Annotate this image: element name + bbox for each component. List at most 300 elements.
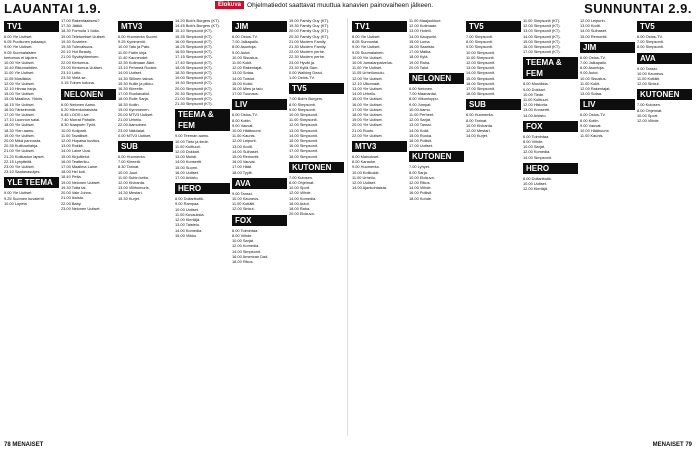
- program-listing: 14.00 Simpsonit.: [232, 248, 261, 254]
- program-listing: 7.00 Simpsonit.: [466, 34, 493, 39]
- schedule-column: [175, 18, 230, 436]
- program-listing: 11.00 Kuvauksia.: [175, 211, 205, 217]
- channel-header: TV5: [637, 21, 692, 32]
- program-listing: 19.30 Sovielee.: [61, 38, 88, 44]
- program-listing: 12.10 Hirvaa harja.: [4, 86, 37, 92]
- program-listing: 6.00 Toimintaa.: [523, 133, 550, 139]
- channel-header: HERO: [175, 183, 230, 194]
- program-listing: 18.00 Simpsonit.: [289, 153, 318, 159]
- channel-header: FOX: [232, 215, 287, 226]
- program-listing: 10.00 Tieto ja tiede.: [175, 138, 209, 144]
- program-listing: 11.00 Kaunis.: [232, 133, 256, 139]
- program-listing: 19.00 Family Guy (KT).: [289, 18, 330, 23]
- program-listing: 12.00 Simpsonit (KT).: [523, 23, 561, 29]
- program-listing: 12.00 Yle Uutiset.: [352, 75, 383, 81]
- program-listing: 10.00 Tatu ja Patu.: [118, 44, 151, 50]
- program-listing: 10.00 Sport.: [637, 112, 659, 118]
- program-listing: 10.00 Uutiset.: [175, 206, 200, 212]
- program-listing: 18.30 Formula 1 Italia.: [61, 28, 100, 34]
- program-listing: 14.00 Simpsonit.: [523, 154, 552, 160]
- program-listing: 12.00 Leipurin.: [580, 18, 606, 23]
- notice-text: Ohjelmatiedot saattavat muuttua kanavien painovaiheen jälkeen.: [247, 1, 434, 9]
- schedule-column: [289, 18, 344, 436]
- program-listing: 20.00 MTV3 Uutiset.: [118, 112, 154, 118]
- schedule-column: [352, 18, 407, 436]
- program-listing: 17.00 Yle Uutiset.: [4, 112, 35, 118]
- program-listing: 9.05 Suomalainen.: [352, 49, 385, 55]
- channel-header: JIM: [580, 42, 635, 53]
- program-listing: 10.00 Simpsonit.: [466, 49, 495, 55]
- program-listing: 6.00 Ostos-TV.: [232, 112, 258, 118]
- program-listing: 8.00 Simpsonit.: [466, 39, 493, 45]
- program-listing: 18.30 Ylen aamu.: [4, 127, 35, 133]
- program-listing: 9.00 Yle Uutiset.: [352, 44, 381, 50]
- program-listing: 14.00 Sulhaset.: [232, 148, 260, 154]
- program-listing: 21.00 Ruutu.: [352, 127, 375, 133]
- program-listing: 13.00 Simpsonit.: [466, 65, 495, 71]
- program-listing: 23.00 Näköalat.: [118, 127, 146, 133]
- program-listing: 6.00 Ostos-TV.: [580, 54, 606, 60]
- program-listing: 18.00 Yle Uutiset.: [352, 112, 383, 118]
- program-listing: 21.30 Simpsonit (KT).: [175, 101, 213, 107]
- program-listing: 12.10 Ulkomaat.: [352, 80, 381, 86]
- program-listing: 9.00 Simpsonit.: [466, 44, 493, 50]
- program-listing: 11.00 Kokit.: [232, 60, 253, 66]
- program-listing: 11.00 Yle Uutiset.: [4, 70, 35, 76]
- program-listing: 6.00 Nelonen.: [409, 86, 434, 92]
- program-listing: 19.00 Yle Uutiset.: [4, 132, 35, 138]
- program-listing: 14.00 Uutiset.: [118, 70, 143, 76]
- program-listing: 20.00 Family Guy (KT).: [289, 28, 330, 34]
- program-listing: 17.10 Luonnon salai.: [4, 117, 41, 123]
- channel-header: KUTONEN: [289, 162, 344, 173]
- program-listing: 7.00 Kiireetä.: [118, 159, 141, 165]
- program-listing: 12.00 Hupaisa kuvitus.: [61, 138, 101, 144]
- program-listing: 13.00 Kodit.: [580, 23, 601, 29]
- channel-header: KUTONEN: [637, 89, 692, 100]
- program-listing: 0.15 Toinen kotona.: [61, 80, 95, 86]
- program-listing: 17.40 Simpsonit (KT).: [175, 59, 213, 65]
- program-listing: 10.00 Elokuva.: [409, 174, 435, 180]
- program-listing: 12.00 Sinkut.: [232, 206, 255, 212]
- program-listing: 20.00 Simpsonit (KT).: [175, 85, 213, 91]
- program-listing: 22.00 Kertomus.: [61, 59, 90, 65]
- program-listing: 7.00 Jalkapallo.: [232, 39, 260, 45]
- program-listing: 23.00 Hyvät ja.: [289, 59, 315, 65]
- program-listing: 14.00 Kokit.: [409, 127, 430, 133]
- program-listing: 19.00 Teletumiset Uutiset.: [61, 33, 106, 39]
- program-listing: 13.10 Pehmeä Rookie.: [118, 65, 158, 71]
- program-listing: 20.00 Mikä pannusta.: [4, 138, 42, 144]
- program-listing: 15.00 Simpsonit (KT).: [523, 38, 561, 44]
- program-listing: 17.00 Yle Uutiset.: [352, 106, 383, 112]
- program-listing: 20.00 Vale Johns.: [61, 190, 92, 196]
- program-listing: 15.00 Simpsonit.: [466, 75, 495, 81]
- program-listing: 18.30 Simpsonit (KT).: [175, 70, 213, 76]
- program-listing: 15.30 Kurjet.: [118, 195, 141, 201]
- program-listing: 13.00 Rokkit.: [61, 143, 84, 149]
- channel-header: SUB: [118, 141, 173, 152]
- program-listing: 8.30 Naapurin Tytöt.: [61, 122, 96, 128]
- program-listing: 14.00 Simpsonit (KT).: [523, 33, 561, 39]
- program-listing: 9.00 Tanssi.: [637, 65, 658, 71]
- program-listing: 18.00 Kylä.: [409, 54, 429, 60]
- program-listing: 6.00 Huomenta Suomi.: [118, 34, 158, 39]
- program-listing: 13.00 Sotaa.: [580, 91, 603, 97]
- program-listing: 10.00 Hääbuumi.: [580, 128, 610, 134]
- notice-bar: [215, 1, 433, 9]
- program-listing: 7.00 Maanantai.: [409, 91, 437, 97]
- program-listing: 12.00 Sarjat.: [409, 117, 432, 123]
- program-listing: 12.00 Viihde.: [637, 118, 660, 124]
- program-listing: 18.30 Kotiin.: [118, 101, 140, 107]
- right-day-title: SUNNUNTAI 2.9.: [584, 1, 692, 16]
- program-listing: 23.00 Kertomus Uutiset.: [61, 64, 103, 70]
- program-listing: 12.00 Mestari.: [466, 128, 491, 134]
- program-listing: 13.00 Kodit.: [232, 143, 253, 149]
- program-listing: 9.00 Yle Uutiset: [4, 190, 32, 196]
- program-listing: 16.00 American Dad.: [232, 253, 269, 259]
- program-listing: 10.05 Jumalanpalvelus.: [352, 60, 393, 66]
- program-listing: 15.00 Suomi.: [175, 164, 198, 170]
- channel-header: NELONEN: [409, 73, 464, 84]
- program-listing: 13.00 Simpsonit.: [289, 127, 318, 133]
- program-listing: 17.15 Simpsonit (KT).: [175, 54, 213, 60]
- program-listing: 22.00 Yle Uutiset.: [352, 132, 383, 138]
- program-listing: 21.00 Urheilu.: [118, 117, 143, 123]
- program-listing: 14.00 Simpsonit.: [289, 132, 318, 138]
- program-listing: 12.00 Leipurit.: [232, 138, 257, 144]
- program-listing: 21.30 Modern Family.: [289, 44, 327, 50]
- program-listing: 9.00 Jumpat.: [409, 101, 432, 107]
- program-listing: 18.00 Raha.: [289, 206, 311, 212]
- program-listing: 17.00 Uutiset.: [409, 143, 434, 149]
- program-listing: 23.30 Vielä se.: [61, 75, 87, 81]
- program-listing: 6.00 Ostos-TV.: [232, 34, 258, 39]
- program-listing: 10.00 Sisustus.: [580, 75, 607, 81]
- program-listing: 23.10 Lotto.: [61, 70, 82, 76]
- program-listing: 8.00 Ohjelmat.: [637, 107, 663, 113]
- program-listing: 9.00 Tanssi.: [232, 190, 253, 196]
- program-listing: 14.00 Simpsonit.: [466, 70, 495, 76]
- program-listing: 15.00 Ruoka.: [409, 132, 433, 138]
- program-listing: 6.00 Mainokset.: [352, 154, 380, 160]
- channel-header: TEEMA & FEM: [175, 109, 230, 131]
- schedule-column: [523, 18, 578, 436]
- program-listing: 16.25 Simpsonit (KT).: [175, 44, 213, 50]
- program-listing: 8.00 Viihde.: [523, 139, 544, 145]
- program-listing: 11.00 Simpsonit (KT).: [523, 18, 561, 23]
- program-listing: 9.25 Kymmeniö.: [118, 39, 147, 45]
- program-listing: 18.00 Hei koti.: [61, 169, 86, 175]
- program-listing: 9.05 Suomalaisten: [4, 49, 37, 55]
- program-listing: 15.00 Kirjoittelut.: [61, 153, 90, 159]
- program-listing: 14.00 Komedia.: [289, 195, 317, 201]
- program-listing: 10.00 Hääbuumi.: [232, 128, 262, 134]
- program-listing: 8.00 Tarinat.: [466, 117, 488, 123]
- program-listing: 12.00 Kiertäjä.: [175, 217, 201, 223]
- program-listing: 15.30 Kullin ja pikku.: [118, 80, 154, 86]
- program-listing: 16.00 Poliisit.: [409, 190, 433, 196]
- program-listing: 12.00 Kiviranta.: [118, 180, 146, 186]
- program-listing: 17.00 Häät.: [232, 164, 253, 170]
- program-listing: 9.25 Suomen kuvalehti: [4, 195, 44, 201]
- program-listing: 15.00 Kokki.: [232, 80, 254, 86]
- program-listing: 12.00 Rikos.: [409, 180, 431, 186]
- program-listing: 8.00 Simpsonit.: [637, 44, 664, 50]
- program-listing: 13.00 Tanssi.: [409, 122, 432, 128]
- program-listing: 8.00 Ohjelmat.: [289, 180, 315, 186]
- program-listing: 20.35 Kulttuurilahja.: [4, 143, 39, 149]
- program-listing: 16.00 Autot.: [289, 200, 310, 206]
- channel-header: MTV3: [118, 21, 173, 32]
- program-listing: 21.00 Ikuisto.: [61, 195, 85, 201]
- program-listing: 10.00 Kauneus.: [232, 196, 260, 202]
- channel-header: NELONEN: [61, 89, 116, 100]
- program-listing: 14.30 Sillinen talous.: [118, 75, 154, 81]
- program-listing: 18.00 Kohde.: [409, 195, 433, 201]
- channel-header: TV5: [289, 83, 344, 94]
- program-listing: 11.00 Maajoukkue.: [409, 18, 442, 23]
- program-listing: 8.00 Sarja.: [409, 169, 428, 175]
- program-listing: 12.00 Simpsonit.: [289, 122, 318, 128]
- program-listing: 18.00 Rikos.: [232, 258, 254, 264]
- program-listing: 10.00 Sarjat.: [232, 238, 255, 244]
- program-listing: 8.00 Dollaributik.: [175, 196, 204, 202]
- channel-header: SUB: [466, 99, 521, 110]
- program-listing: 14.00 Kurjet.: [466, 133, 489, 139]
- program-listing: 20.30 Simpsonit (KT).: [175, 90, 213, 96]
- program-listing: 19.00 Nelonen Uutiset.: [61, 179, 101, 185]
- program-listing: 14.00 Konsertti.: [175, 159, 203, 165]
- channel-header: MTV3: [352, 141, 407, 152]
- program-listing: 12.00 Simpsonit.: [466, 60, 495, 66]
- program-listing: 10.00 Kotiparit.: [61, 127, 88, 133]
- program-listing: 12.00 Viihde.: [289, 190, 312, 196]
- program-listing: 8.00 Karaoke.: [352, 159, 377, 165]
- program-listing: 8.00 Musiikkia.: [523, 81, 549, 87]
- program-listing: 21.00 Yle Uutiset.: [4, 148, 35, 154]
- program-listing: 21.20 Kotikadun lapset.: [4, 153, 45, 159]
- program-listing: 16.00 Poliisit.: [409, 138, 433, 144]
- program-listing: 17.00 Simpsonit.: [289, 148, 318, 154]
- program-listing: 10.40 Rikumaihtien.: [4, 65, 39, 71]
- program-listing: 11.00 Yle Uutiset.: [352, 65, 383, 71]
- program-listing: 9.00 Vauvat.: [232, 122, 254, 128]
- program-listing: 10.00 Simpsonit.: [289, 112, 318, 118]
- page-header: [0, 0, 696, 16]
- program-listing: 6.00 Huomenta.: [466, 112, 494, 118]
- program-listing: 15.00 Yle Uutiset.: [4, 91, 35, 97]
- program-listing: 13.00 Konsertti.: [523, 107, 551, 113]
- schedule-column: [4, 18, 59, 436]
- program-listing: 21.00 Syvätytärmisen.: [61, 54, 100, 60]
- program-listing: 17.00 Arkisto.: [175, 175, 199, 181]
- program-listing: 9.00 Yle Uutiset.: [4, 44, 33, 50]
- program-listing: 7.00 Kutosen.: [289, 174, 314, 180]
- program-listing: 16.30 Kiireelle.: [118, 86, 144, 92]
- program-listing: 19.30 Totta tai.: [61, 184, 87, 190]
- program-listing: 8.05 Sunnuntai.: [352, 39, 380, 45]
- program-listing: 11.00 Urheilu.: [352, 174, 376, 180]
- program-listing: 10.00 Kauneus.: [637, 70, 665, 76]
- program-listing: 17.00 Rakentaaksesi?: [61, 18, 100, 23]
- program-listing: 6.20 Hiirenkoiraisista.: [61, 106, 99, 112]
- program-listing: 16.00 Yle Uutiset.: [352, 101, 383, 107]
- program-listing: 19.00 Simpsonit (KT).: [175, 75, 213, 81]
- program-listing: 13.00 Hotelli.: [409, 28, 432, 34]
- schedule-column: [232, 18, 287, 436]
- schedule-column: [466, 18, 521, 436]
- program-listing: 8.00 Asuntoja.: [580, 65, 605, 71]
- program-listing: 17.00 Simpsonit (KT).: [523, 49, 561, 55]
- program-listing: 15.00 Yle Uutiset.: [352, 96, 383, 102]
- program-listing: 13.00 Muisti.: [175, 154, 198, 160]
- program-listing: 16.50 Simpsonit (KT).: [175, 49, 213, 55]
- program-listing: 20.00 Yle Uutiset.: [352, 122, 383, 128]
- channel-header: TEEMA & FEM: [523, 57, 578, 79]
- program-listing: 7.40 Murrat Pahalle.: [61, 117, 97, 123]
- program-listing: 11.00 Kokit.: [580, 80, 601, 86]
- program-listing: 15.00 Viikko.: [175, 232, 198, 238]
- program-listing: 14.00 Viihde.: [409, 185, 432, 191]
- program-listing: 16.00 Simpsonit.: [289, 143, 318, 149]
- program-listing: 16.00 Simpsonit (KT).: [523, 44, 561, 50]
- program-listing: 11.00 Kulttuuri.: [523, 97, 549, 103]
- program-listing: 14.00 Urheilu.: [352, 91, 377, 97]
- channel-header: JIM: [232, 21, 287, 32]
- program-listing: 10.00 Sarjat.: [523, 144, 546, 150]
- program-listing: 18.05 Simpsonit (KT).: [175, 64, 213, 70]
- program-listing: 15.00 Loma.: [409, 38, 431, 44]
- program-listing: 10.00 Juuri.: [118, 169, 139, 175]
- program-listing: 12.00 Sinkut.: [637, 81, 660, 87]
- channel-header: AVA: [232, 178, 287, 189]
- program-listing: 12.00 Kotimaan.: [409, 23, 438, 29]
- program-listing: 13.00 Simpsonit (KT).: [523, 28, 561, 34]
- program-listing: 10.00 Yle Uutiset.: [4, 60, 35, 66]
- program-listing: 8.00 Kotiin.: [580, 117, 600, 123]
- program-listing: 12.00 Historia.: [523, 102, 549, 108]
- channel-header: TV5: [466, 21, 521, 32]
- program-listing: 7.00 Simpsonit.: [637, 39, 664, 45]
- program-listing: 15.10 Simpsonit (KT).: [175, 28, 213, 34]
- program-listing: 10.00 Sport.: [289, 185, 311, 191]
- program-listing: 22.30 Modern perhe.: [289, 54, 326, 60]
- program-listing: 23.00 Nelonen Uutiset.: [61, 205, 101, 211]
- program-listing: 11.00 Kotiäiti.: [232, 201, 256, 207]
- program-listing: 10.00 Uutiset.: [523, 181, 548, 187]
- program-listing: 12.00 Rakentajat.: [232, 65, 263, 71]
- program-listing: 11.40 Kauneudet.: [118, 54, 149, 60]
- program-listing: 18.00 Tyylit.: [232, 169, 253, 175]
- program-listing: 16.50 Tärkeimmät.: [4, 106, 37, 112]
- program-listing: 11.00 Simpsonit.: [289, 117, 318, 123]
- page-divider: [347, 18, 348, 436]
- program-listing: 11.00 Tavalliset.: [61, 132, 89, 138]
- channel-header: TV1: [4, 21, 59, 32]
- program-listing: 17.00 Simpsonit.: [466, 86, 495, 92]
- left-footer: 78 MENAISET: [4, 442, 44, 448]
- program-listing: 9.00 Autot.: [580, 70, 599, 76]
- program-listing: 6.00 Huomenta.: [118, 154, 146, 160]
- program-listing: 20.10 Hut Beauty.: [61, 49, 92, 55]
- program-listing: 11.00 Simpsonit.: [466, 54, 495, 60]
- program-listing: 9.00 Teeman aamu.: [175, 133, 210, 139]
- program-listing: 10.00 Lopeta: [4, 200, 27, 206]
- program-listing: 8.30 Tarinat.: [118, 164, 140, 170]
- program-listing: 6.00 Nelonen Aamu.: [61, 101, 97, 107]
- program-listing: 19.00 Kymmenen.: [118, 106, 150, 112]
- program-listing: 12.00 Komedia.: [232, 243, 260, 249]
- program-listing: 17.00 Tuunaus.: [232, 91, 259, 97]
- program-listing: 9.00 Rampaa.: [175, 201, 200, 207]
- program-listing: 20.30 Family Guy (KT).: [289, 33, 330, 39]
- program-listing: kertomus ei tajuten.: [4, 54, 38, 60]
- program-listing: 11.00 Fiatin kirja.: [118, 49, 148, 55]
- program-listing: 16.00 Uutiset.: [175, 169, 200, 175]
- program-listing: 23.30 Kyllä Sam.: [289, 64, 319, 70]
- program-listing: 11.05 Urheiluruutu.: [352, 70, 385, 76]
- program-listing: 10.00 Kiviranta.: [466, 122, 494, 128]
- program-listing: 12.00 Kiertäjä.: [523, 186, 549, 192]
- program-listing: 18.40 Pelta.: [61, 174, 82, 180]
- program-listing: 12.00 Dokkari.: [175, 149, 201, 155]
- program-listing: 7.00 Bob's Burgers.: [289, 96, 324, 102]
- schedule-column: [409, 18, 464, 436]
- program-listing: 10.00 Sisustus.: [232, 54, 259, 60]
- program-listing: 19.00 Yle Uutiset.: [352, 117, 383, 123]
- program-listing: 6.00 Toimintaa.: [232, 227, 259, 233]
- program-listing: 16.00 Simpsonit (KT).: [175, 38, 213, 44]
- program-listing: 12.30 Kotimaan Ääni.: [118, 60, 156, 66]
- program-listing: 10.00 Aamu.: [409, 106, 431, 112]
- program-listing: 15.00 Remontti.: [232, 154, 260, 160]
- program-listing: 8.00 Yle Uutiset.: [352, 34, 381, 39]
- program-listing: 15.35 Simpsonit (KT).: [175, 33, 213, 39]
- right-footer: MENAISET 79: [652, 442, 692, 448]
- program-listing: 11.00 Kaunis.: [580, 133, 604, 139]
- program-listing: 23.10 Saatanasutjes.: [4, 169, 41, 175]
- program-listing: 6.05 Puoliunen palaaspi.: [4, 39, 47, 45]
- channel-header: LIV: [232, 99, 287, 110]
- notice-tag: Elokuva: [215, 1, 244, 9]
- program-listing: 12.00 Uutiset.: [352, 180, 377, 186]
- left-page: [4, 18, 344, 436]
- program-listing: 1.00 Ostos-TV.: [289, 75, 315, 81]
- program-listing: 14.00 Arkisto.: [523, 112, 547, 118]
- channel-header: HERO: [523, 163, 578, 174]
- program-listing: 9.00 Dokkari.: [523, 86, 546, 92]
- program-listing: 12.00 Yle Uutiset.: [4, 80, 35, 86]
- program-listing: 17.00 Ruokavaliot.: [118, 91, 151, 97]
- program-listing: 18.00 Simpsonit.: [466, 91, 495, 97]
- schedule-column: [637, 18, 692, 436]
- program-listing: 20.00 Elokuva.: [289, 211, 315, 217]
- program-listing: 14.00 Laine Uusi.: [61, 148, 92, 154]
- program-listing: 11.00 Subin kelta.: [118, 174, 149, 180]
- program-listing: 6.00 Ostos-TV.: [637, 34, 663, 39]
- program-listing: 0.00 Walking Dead.: [289, 70, 323, 76]
- program-listing: 19.30 Simpsonit (KT).: [175, 80, 213, 86]
- program-listing: 7.00 Kutosen.: [637, 102, 662, 108]
- program-listing: 8.00 Dollaributik.: [523, 175, 552, 181]
- program-listing: 12.00 Komedia.: [523, 149, 551, 155]
- channel-header: FOX: [523, 121, 578, 132]
- program-listing: 18.00 Yle Uutiset.: [4, 122, 35, 128]
- right-page: [352, 18, 692, 436]
- channel-header: YLE TEEMA: [4, 177, 59, 188]
